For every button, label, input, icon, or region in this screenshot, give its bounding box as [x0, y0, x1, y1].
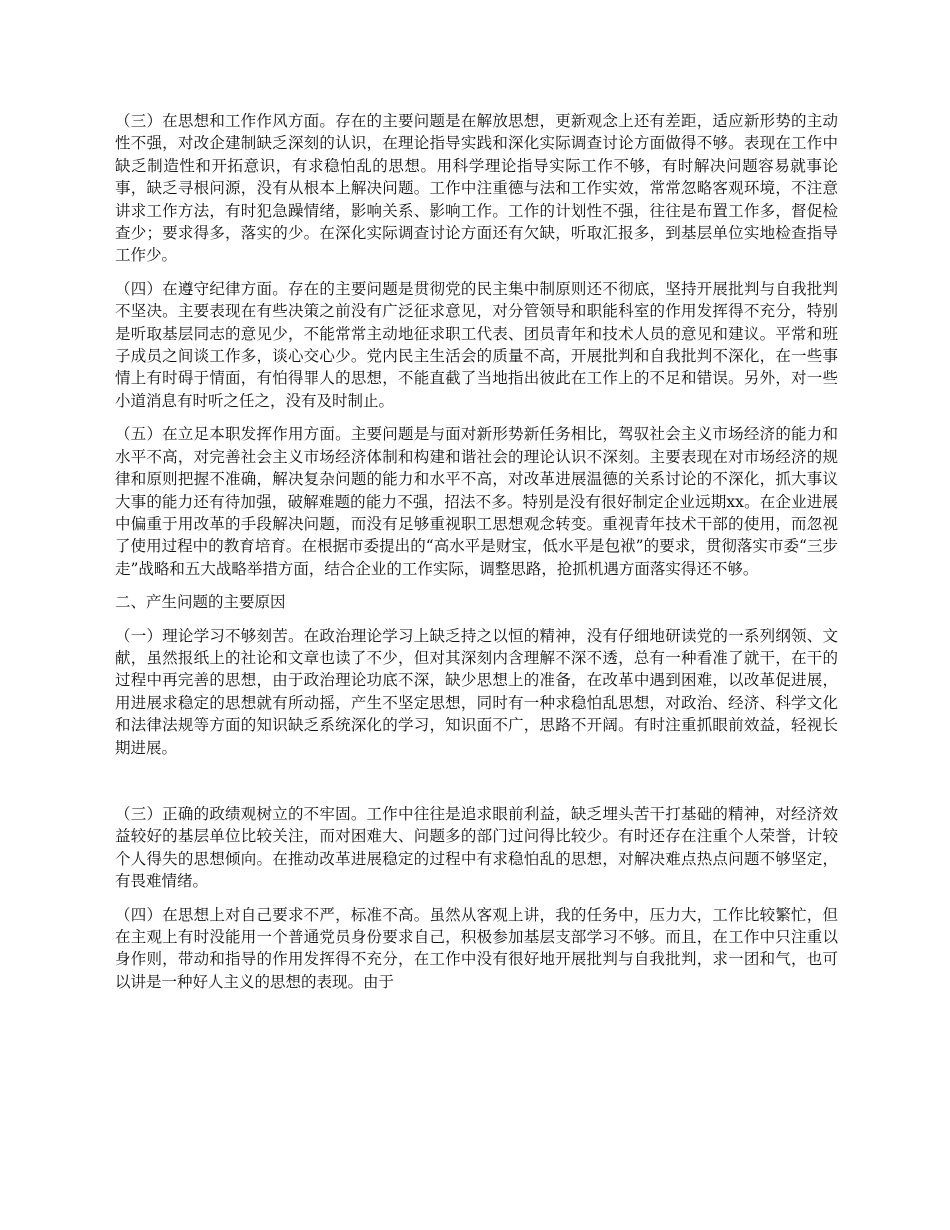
paragraph-performance-view: （三）正确的政绩观树立的不牢固。工作中往往是追求眼前利益，缺乏埋头苦干打基础的精神，对经济效益较好的基层单位比较关注，而对困难大、问题多的部门过问得比较少。有时还存在注重个人荣誉，计较个人得失的思想倾向。在推动改革进展稳定的过程中有求稳怕乱的思想，对解决难点热点问题不够坚定，有畏难情绪。 — [115, 804, 838, 891]
paragraph-theory-study: （一）理论学习不够刻苦。在政治理论学习上缺乏持之以恒的精神，没有仔细地研读党的一系列纲领、文献，虽然报纸上的社论和文章也读了不少，但对其深刻内含理解不深不透，总有一种看准了就干，在干的过程中再完善的思想，由于政治理论功底不深，缺少思想上的准备，在改革中遇到困难，以改革促进展，用进展求稳定的思想就有所动摇，产生不坚定思想，同时有一种求稳怕乱思想，对政治、经济、科学文化和法律法规等方面的知识缺乏系统深化的学习，知识面不广，思路不开阔。有时注重抓眼前效益，轻视长期进展。 — [115, 626, 838, 757]
paragraph-discipline: （四）在遵守纪律方面。存在的主要问题是贯彻党的民主集中制原则还不彻底，坚持开展批判与自我批判不坚决。主要表现在有些决策之前没有广泛征求意见，对分管领导和职能科室的作用发挥得不充分，特别是听取基层同志的意见少，不能常常主动地征求职工代表、团员青年和技术人员的意见和建议。平常和班子成员之间谈工作多，谈心交心少。党内民主生活会的质量不高，开展批判和自我批判不深化，在一些事情上有时碍于情面，有怕得罪人的思想，不能直截了当地指出彼此在工作上的不足和错误。另外，对一些小道消息有时听之任之，没有及时制止。 — [115, 279, 838, 410]
paragraph-work-style: （三）在思想和工作作风方面。存在的主要问题是在解放思想，更新观念上还有差距，适应新形势的主动性不强，对改企建制缺乏深刻的认识，在理论指导实践和深化实际调查讨论方面做得不够。表现在工作中缺乏制造性和开拓意识，有求稳怕乱的思想。用科学理论指导实际工作不够，有时解决问题容易就事论事，缺乏寻根问源，没有从根本上解决问题。工作中注重德与法和工作实效，常常忽略客观环境，不注意讲求工作方法，有时犯急躁情绪，影响关系、影响工作。工作的计划性不强，往往是布置工作多，督促检查少；要求得多，落实的少。在深化实际调查讨论方面还有欠缺，听取汇报多，到基层单位实地检查指导工作少。 — [115, 112, 838, 265]
paragraph-self-requirement: （四）在思想上对自己要求不严，标准不高。虽然从客观上讲，我的任务中，压力大，工作比较繁忙，但在主观上有时没能用一个普通党员身份要求自己，积极参加基层支部学习不够。而且，在工作中只注重以身作则，带动和指导的作用发挥得不充分，在工作中没有很好地开展批判与自我批判，求一团和气，也可以讲是一种好人主义的思想的表现。由于 — [115, 905, 838, 991]
section-heading: 二、产生问题的主要原因 — [115, 593, 286, 612]
document-body — [115, 110, 838, 1004]
paragraph-role: （五）在立足本职发挥作用方面。主要问题是与面对新形势新任务相比，驾驭社会主义市场经济的能力和水平不高，对完善社会主义市场经济体制和构建和谐社会的理论认识不深刻。主要表现在对市场经济的规律和原则把握不准确，解决复杂问题的能力和水平不高，对改革进展温德的关系讨论的不深化，抓大事议大事的能力还有待加强，破解难题的能力不强，招法不多。特别是没有很好制定企业远期xx。在企业进展中偏重于用改革的手段解决问题，而没有足够重视职工思想观念转变。重视青年技术干部的使用，而忽视了使用过程中的教育培育。在根据市委提出的“高水平是财宝，低水平是包袱”的要求，贯彻落实市委“三步走”战略和五大战略举措方面，结合企业的工作实际，调整思路，抢抓机遇方面落实得还不够。 — [115, 425, 838, 578]
page-gap — [115, 770, 838, 803]
